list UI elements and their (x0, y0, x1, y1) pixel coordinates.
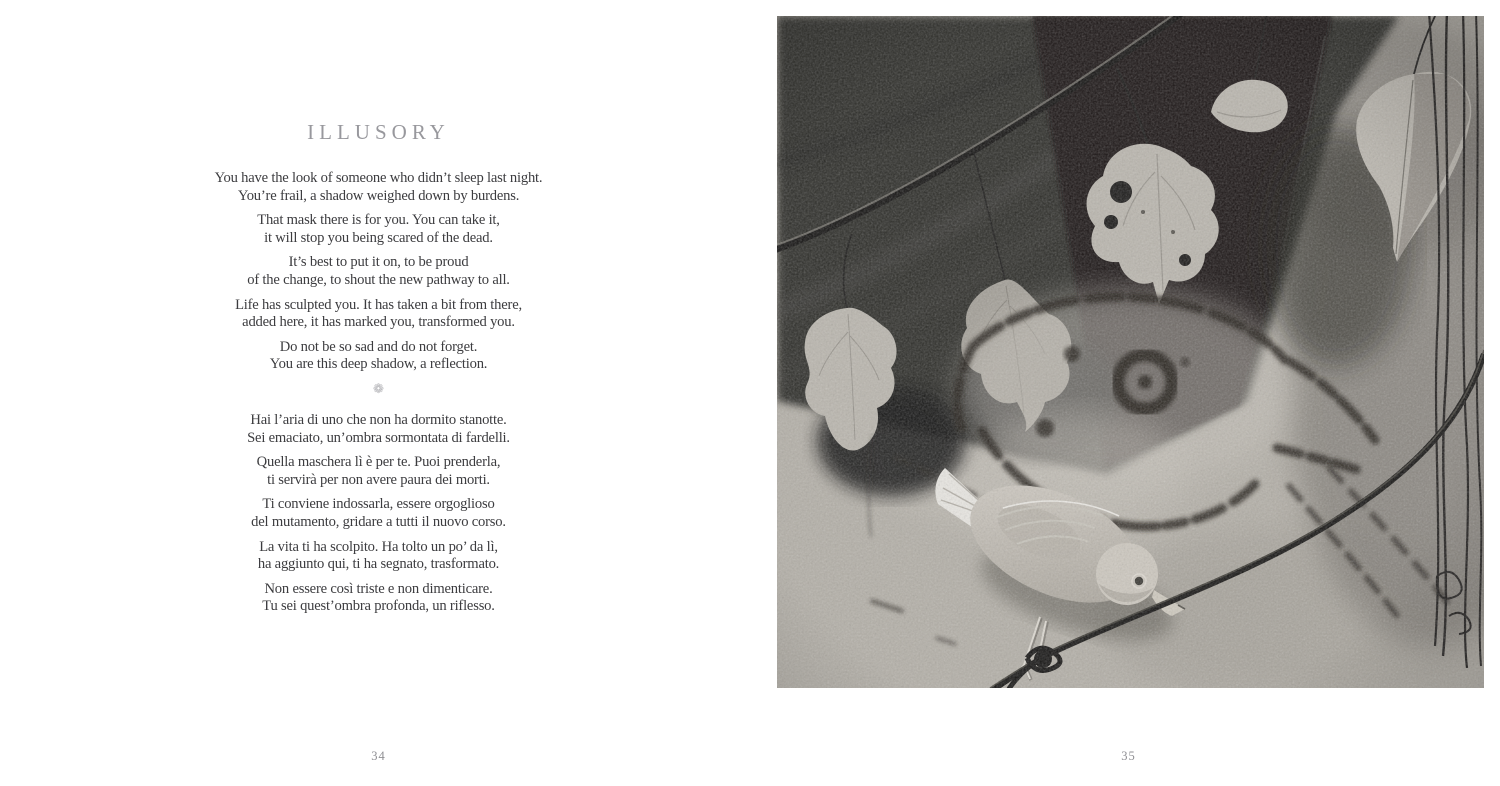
poem-line-it: ti servirà per non avere paura dei morti. (267, 471, 490, 488)
photograph (777, 16, 1484, 688)
poem-line-it: La vita ti ha scolpito. Ha tolto un po’ da lì, (259, 538, 498, 555)
stanza-it (0, 454, 757, 489)
stanza-en (0, 170, 757, 205)
stanza-it (0, 412, 757, 447)
poem-line-it: Ti conviene indossarla, essere orgoglioso (262, 496, 495, 513)
poem-line-it: Non essere così triste e non dimenticare. (264, 580, 493, 597)
poem-line-it: Hai l’aria di uno che non ha dormito stanotte. (250, 411, 507, 428)
poem-line-it: Quella maschera lì è per te. Puoi prenderla, (256, 454, 501, 471)
stanza-en (0, 339, 757, 374)
poem-line-en: You have the look of someone who didn’t sleep last night. (214, 170, 543, 186)
stanza-it (0, 496, 757, 531)
poem-line-en: You are this deep shadow, a reflection. (269, 356, 488, 373)
stanza-en (0, 254, 757, 289)
poem-line-en: You’re frail, a shadow weighed down by burdens. (237, 187, 520, 204)
page-number-left: 34 (371, 749, 386, 763)
vignette-overlay (777, 16, 1484, 688)
poem-line-it: Sei emaciato, un’ombra sormontata di fardelli. (247, 429, 510, 446)
stanza-en (0, 212, 757, 247)
poem-line-en: of the change, to shout the new pathway to all. (247, 271, 510, 288)
poem-line-en: That mask there is for you. You can take it, (257, 212, 500, 229)
stanza-it (0, 539, 757, 574)
poem-line-en: it will stop you being scared of the dead. (264, 229, 493, 246)
poem-line-en: Do not be so sad and do not forget. (279, 338, 478, 355)
floral-ornament-icon: ❁ (373, 381, 384, 397)
photograph-illustration (777, 16, 1484, 688)
poem-line-it: del mutamento, gridare a tutti il nuovo corso. (251, 513, 506, 530)
poem-line-en: added here, it has marked you, transformed you. (242, 314, 515, 331)
poem-line-it: Tu sei quest’ombra profonda, un riflesso. (262, 598, 495, 615)
stanza-it (0, 581, 757, 616)
poem-title: ILLUSORY (307, 120, 450, 144)
page-number-right: 35 (1121, 749, 1136, 763)
poem-line-en: It’s best to put it on, to be proud (288, 254, 469, 271)
poem-line-en: Life has sculpted you. It has taken a bit from there, (235, 296, 522, 313)
right-page (757, 0, 1500, 786)
stanza-en (0, 297, 757, 332)
poem-block (0, 120, 757, 623)
poem-line-it: ha aggiunto qui, ti ha segnato, trasformato. (257, 556, 500, 573)
